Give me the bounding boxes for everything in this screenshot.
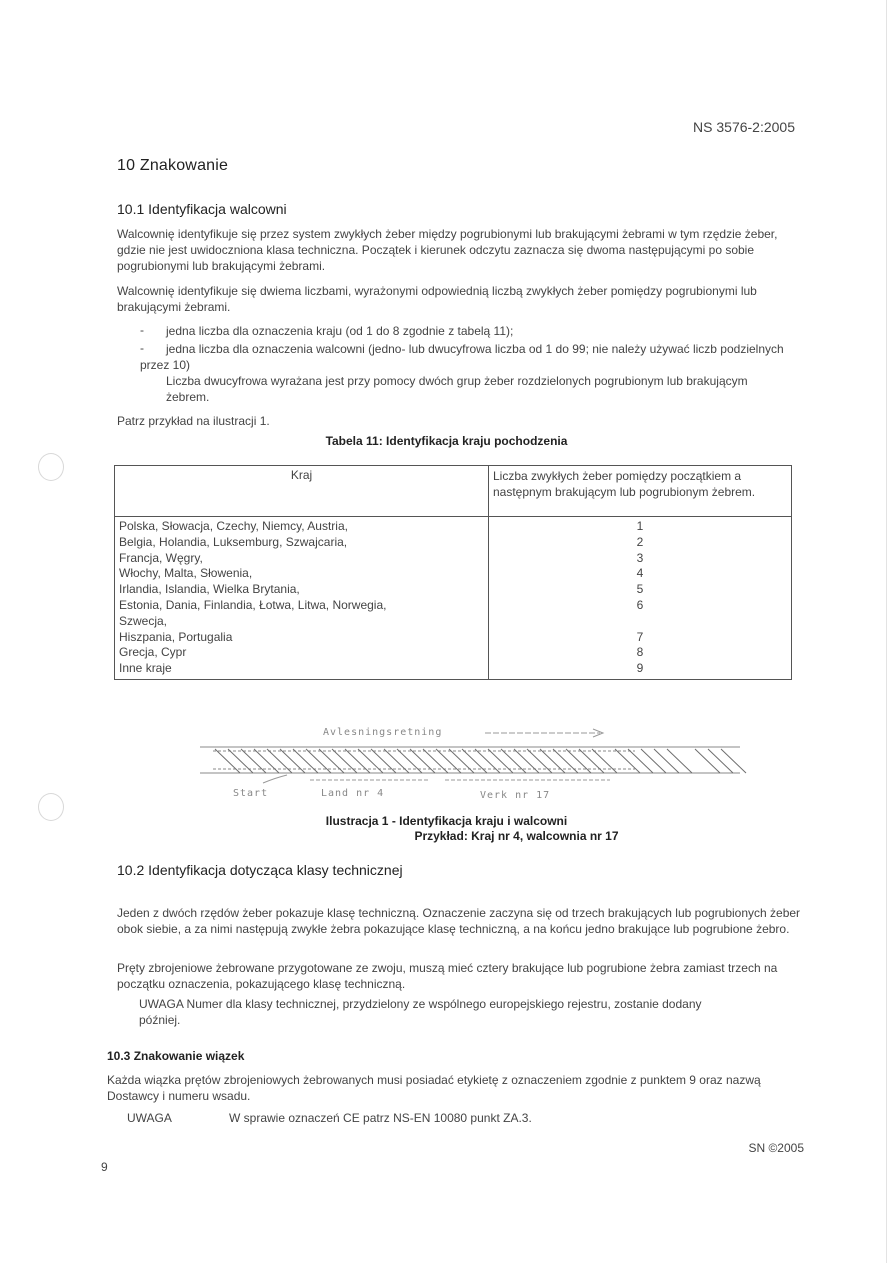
paragraph: Walcownię identyfikuje się przez system zwykłych żeber między pogrubionymi lub brakującymi żebrami w tym rzędzie żeber, gdzie nie jest uwidoczniona klasa techniczna. Początek i kierunek odczytu zaznacza się dwoma następującymi po sobie pogrubionymi lub brakującymi żebrami. [117, 227, 778, 273]
column-header-country: Kraj [115, 466, 489, 517]
table-body-row [115, 517, 792, 680]
page-number: 9 [101, 1160, 108, 1174]
paragraph: Każda wiązka prętów zbrojeniowych żebrowanych musi posiadać etykietę z oznaczeniem zgodnie z punktem 9 oraz nazwą Dostawcy i numeru wsadu. [107, 1073, 761, 1103]
table-title: Tabela 11: Identyfikacja kraju pochodzenia [325, 434, 568, 448]
bullet-item: jedna liczba dla oznaczenia kraju (od 1 do 8 zgodnie z tabelą 11); [166, 324, 514, 338]
punch-hole [38, 453, 64, 481]
start-label: Start [233, 788, 269, 799]
subsection-title-10-1: 10.1 Identyfikacja walcowni [117, 201, 287, 217]
count-list-cell [489, 517, 792, 680]
country-entry: Grecja, Cypr [119, 645, 187, 660]
reading-direction-label: Avlesningsretning [323, 727, 443, 738]
scan-edge-line [886, 0, 887, 1263]
country-entry: Estonia, Dania, Finlandia, Łotwa, Litwa, Norwegia, [119, 597, 387, 612]
country-entry: Hiszpania, Portugalia [119, 629, 233, 644]
country-entry: Belgia, Holandia, Luksemburg, Szwajcaria, [119, 534, 348, 549]
table-header-row [115, 466, 792, 517]
bullet-note: Liczba dwucyfrowa wyrażana jest przy pomocy dwóch grup żeber rozdzielonych pogrubionym lub brakującym żebrem. [166, 374, 748, 404]
note: UWAGA Numer dla klasy technicznej, przydzielony ze wspólnego europejskiego rejestru, zostanie dodany później. [139, 997, 702, 1027]
reading-direction-arrow [485, 729, 603, 737]
count-entry: 3 [636, 550, 644, 565]
count-entry: 9 [636, 661, 644, 676]
figure-example: Przykład: Kraj nr 4, walcownia nr 17 [414, 829, 619, 843]
paragraph: Pręty zbrojeniowe żebrowane przygotowane ze zwoju, muszą mieć cztery brakujące lub pogrubione żebra zamiast trzech na początku oznaczenia, pokazującego klasę techniczną. [117, 961, 778, 991]
copyright: SN ©2005 [748, 1141, 804, 1155]
subsection-title-10-3: 10.3 Znakowanie wiązek [107, 1049, 245, 1063]
country-entry: Włochy, Malta, Słowenia, [119, 566, 253, 581]
bullet-dash: - [140, 341, 144, 355]
mill-number-label: Verk nr 17 [480, 790, 551, 801]
bullet-item: jedna liczba dla oznaczenia walcowni (jedno- lub dwucyfrowa liczba od 1 do 99; nie należy używać liczb podzielnych przez 10) [140, 342, 784, 372]
count-entry: 5 [636, 582, 644, 597]
country-number-label: Land nr 4 [321, 788, 385, 799]
country-entry: Francja, Węgry, [119, 550, 203, 565]
subsection-title-10-2: 10.2 Identyfikacja dotycząca klasy technicznej [117, 862, 403, 878]
standard-id: NS 3576-2:2005 [693, 119, 795, 135]
count-entry: 1 [636, 519, 644, 533]
paragraph: Walcownię identyfikuje się dwiema liczbami, wyrażonymi odpowiednią liczbą zwykłych żeber pomiędzy pogrubionymi lub brakującymi żebrami. [117, 284, 757, 314]
country-entry: Irlandia, Islandia, Wielka Brytania, [119, 582, 300, 597]
count-entry [493, 614, 787, 630]
marker-arrow [263, 775, 610, 783]
paragraph: Jeden z dwóch rzędów żeber pokazuje klasę techniczną. Oznaczenie zaczyna się od trzech brakujących lub pogrubionych żeber obok siebie, a za nimi następują zwykłe żebra pokazujące klasę techniczną, a na końcu jedno brakujące lub pogrubione żebro. [117, 906, 801, 936]
count-entry: 6 [636, 597, 644, 612]
country-table [114, 465, 792, 680]
column-header-count: Liczba zwykłych żeber pomiędzy początkiem a następnym brakującym lub pogrubionym żebrem. [489, 466, 792, 517]
figure-caption: Ilustracja 1 - Identyfikacja kraju i walcowni [325, 814, 568, 828]
country-entry: Polska, Słowacja, Czechy, Niemcy, Austria, [119, 519, 348, 533]
count-entry: 7 [636, 629, 644, 644]
country-entry: Inne kraje [119, 661, 172, 676]
section-title: 10 Znakowanie [117, 157, 229, 174]
count-entry: 2 [636, 534, 644, 549]
rebar-marking-figure [195, 720, 765, 805]
note-text: W sprawie oznaczeń CE patrz NS-EN 10080 punkt ZA.3. [229, 1111, 532, 1125]
bullet-dash: - [140, 323, 144, 337]
country-list-cell [115, 517, 489, 680]
note-label: UWAGA [127, 1111, 172, 1125]
see-example: Patrz przykład na ilustracji 1. [117, 414, 270, 428]
count-entry: 8 [636, 645, 644, 660]
count-entry: 4 [636, 566, 644, 581]
country-entry: Szwecja, [119, 613, 168, 628]
